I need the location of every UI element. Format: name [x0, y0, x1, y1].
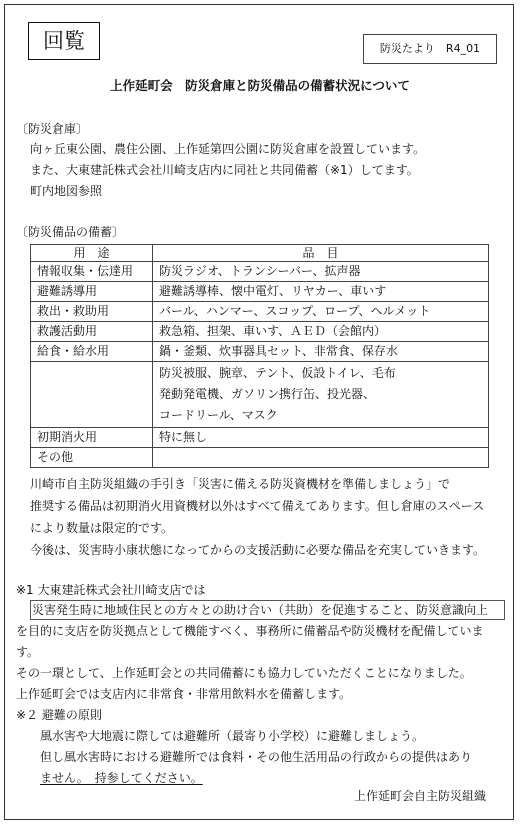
use-cell: その他 — [31, 448, 153, 468]
use-cell: 給食・給水用 — [31, 342, 153, 362]
footnote2-line-3: ません。 持参してください。 — [40, 771, 203, 785]
use-cell: 情報収集・伝達用 — [31, 262, 153, 282]
table-header-row — [31, 245, 489, 262]
use-cell: 救出・救助用 — [31, 302, 153, 322]
warehouse-line-2: また、大東建託株式会社川崎支店内に同社と共同備蓄（※1）してます。 — [30, 163, 419, 177]
notes-line-1: 川崎市自主防災組織の手引き「災害に備える防災資機材を準備しましょう」で — [30, 477, 451, 491]
item-cell — [153, 362, 489, 428]
notes-line-2: 推奨する備品は初期消火用資機材以外はすべて備えてあります。但し倉庫のスペース — [30, 499, 485, 513]
item-cell: 特に無し — [153, 428, 489, 448]
item-cell: 避難誘導棒、懐中電灯、リヤカー、車いす — [153, 282, 489, 302]
item-line: 発動発電機、ガソリン携行缶、投光器、 — [159, 387, 376, 401]
footnote1-line-1: 災害発生時に地域住民との方々との助け合い（共助）を促進すること、防災意識向上 — [32, 603, 489, 617]
column-header-item: 品 目 — [153, 245, 489, 262]
use-cell: 救護活動用 — [31, 322, 153, 342]
table-row — [31, 448, 489, 468]
document-title: 上作延町会 防災倉庫と防災備品の備蓄状況について — [110, 78, 410, 93]
table-row — [31, 362, 489, 428]
footnote1-heading: ※1 大東建託株式会社川崎支店では — [16, 583, 206, 597]
signature: 上作延町会自主防災組織 — [353, 789, 486, 803]
use-cell — [31, 362, 153, 428]
footnote2-line-1: 風水害や大地震に際しては避難所（最寄り小学校）に避難しましょう。 — [40, 729, 425, 743]
use-cell: 初期消火用 — [31, 428, 153, 448]
footnote2-heading: ※２ 避難の原則 — [16, 708, 102, 722]
table-row — [31, 322, 489, 342]
item-cell: 防災ラジオ、トランシーバー、拡声器 — [153, 262, 489, 282]
item-line: 防災被服、腕章、テント、仮設トイレ、毛布 — [159, 366, 396, 380]
notes-line-4: 今後は、災害時小康状態になってからの支援活動に必要な備品を充実していきます。 — [30, 543, 486, 557]
item-cell: バール、ハンマー、スコップ、ロープ、ヘルメット — [153, 302, 489, 322]
use-cell: 避難誘導用 — [31, 282, 153, 302]
table-row — [31, 262, 489, 282]
warehouse-line-1: 向ヶ丘東公園、農住公園、上作延第四公園に防災倉庫を設置しています。 — [30, 142, 426, 156]
circulation-stamp: 回覧 — [28, 22, 100, 60]
item-cell: 救急箱、担架、車いす、ＡＥＤ（会館内） — [153, 322, 489, 342]
footnote1-line-4: その一環として、上作延町会との共同備蓄にも協力していただくことになりました。 — [16, 666, 472, 680]
warehouse-line-3: 町内地図参照 — [30, 184, 103, 198]
item-cell: 鍋・釜類、炊事器具セット、非常食、保存水 — [153, 342, 489, 362]
footnote2-line-2: 但し風水害時における避難所では食料・その他生活用品の行政からの提供はあり — [40, 750, 473, 764]
table-row — [31, 342, 489, 362]
column-header-use: 用 途 — [31, 245, 153, 262]
stockpile-table — [30, 244, 489, 468]
table-row — [31, 302, 489, 322]
footnote1-line-2: を目的に支店を防災拠点として機能すべく、事務所に備蓄品や防災機材を配備していま — [16, 624, 484, 638]
footnote1-line-3: す。 — [16, 645, 40, 659]
table-row — [31, 428, 489, 448]
stockpile-heading: 〔防災備品の備蓄〕 — [16, 225, 125, 239]
notes-line-3: により数量は限定的です。 — [30, 521, 174, 535]
item-cell — [153, 448, 489, 468]
issue-label: 防災たより R4_01 — [363, 34, 497, 64]
warehouse-heading: 〔防災倉庫〕 — [16, 122, 89, 136]
table-row — [31, 282, 489, 302]
footnote1-line-5: 上作延町会では支店内に非常食・非常用飲料水を備蓄します。 — [16, 687, 352, 701]
item-line: コードリール、マスク — [159, 408, 278, 422]
